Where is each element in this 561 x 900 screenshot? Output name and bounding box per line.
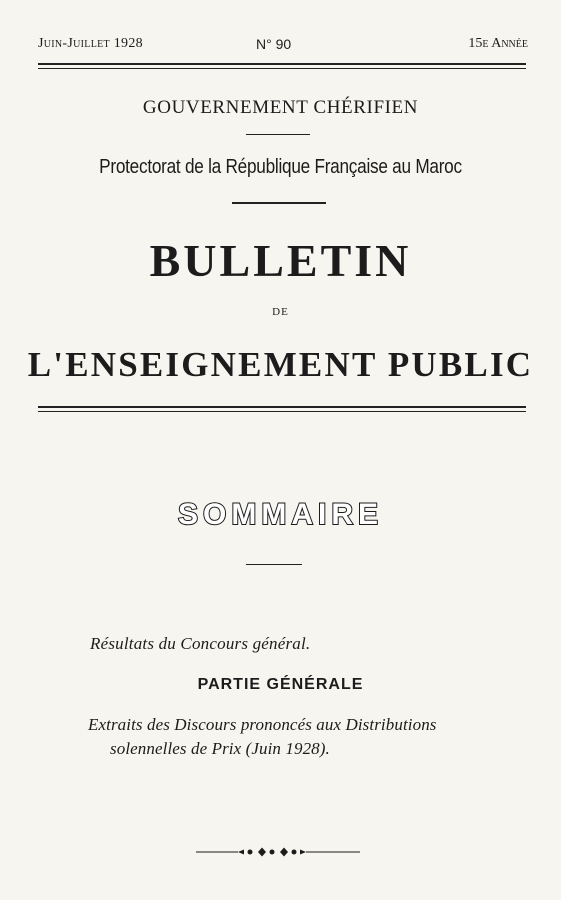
contents-item: Résultats du Concours général. bbox=[90, 634, 311, 653]
middle-double-rule bbox=[38, 406, 526, 412]
issue-year: 15e Année bbox=[468, 36, 528, 51]
contents-item bbox=[88, 713, 528, 761]
contents-item-line: solennelles de Prix (Juin 1928). bbox=[110, 739, 330, 758]
bulletin-title: BULLETIN bbox=[149, 235, 412, 286]
title-connector: DE bbox=[272, 306, 289, 318]
divider-rule bbox=[232, 202, 326, 204]
issue-number: N° 90 bbox=[256, 36, 292, 52]
dotted-diamond-divider-icon bbox=[196, 846, 360, 858]
issue-header bbox=[38, 36, 528, 56]
contents-item-line: Extraits des Discours prononcés aux Distributions bbox=[88, 715, 437, 734]
contents-heading: SOMMAIRE bbox=[178, 498, 383, 531]
divider-rule bbox=[246, 564, 302, 565]
government-heading: GOUVERNEMENT CHÉRIFIEN bbox=[142, 97, 419, 118]
bulletin-subtitle: L'ENSEIGNEMENT PUBLIC bbox=[27, 345, 534, 384]
top-double-rule bbox=[38, 63, 526, 69]
issue-date: Juin-Juillet 1928 bbox=[38, 36, 143, 51]
divider-rule bbox=[246, 134, 310, 135]
protectorate-heading: Protectorat de la République Française au Maroc bbox=[99, 156, 462, 178]
section-heading: PARTIE GÉNÉRALE bbox=[197, 676, 364, 693]
